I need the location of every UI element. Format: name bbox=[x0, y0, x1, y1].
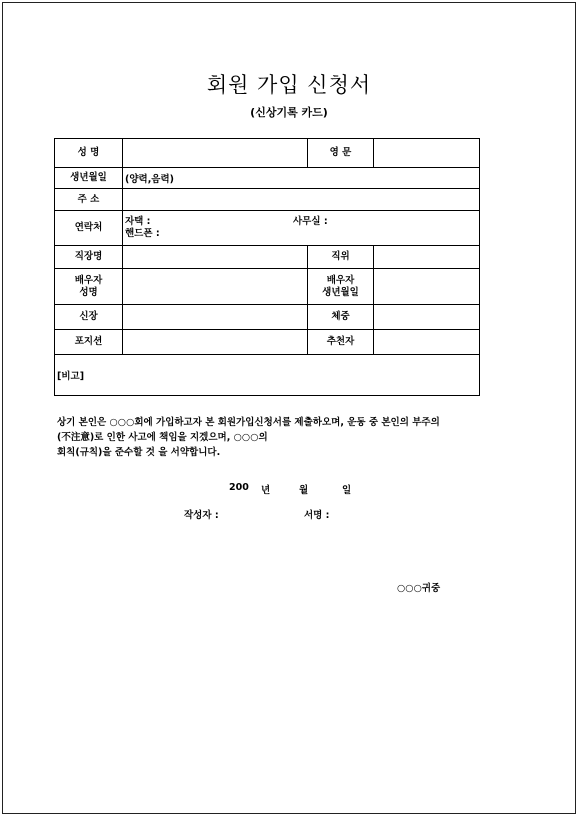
remarks-field[interactable] bbox=[55, 355, 480, 396]
document-title: 회원 가입 신청서 bbox=[206, 73, 372, 97]
spouse-name-label-line1: 배우자 bbox=[74, 274, 103, 286]
job-position-label: 직위 bbox=[308, 246, 374, 269]
writer-label: 작성자 : bbox=[184, 510, 219, 521]
referrer-field[interactable] bbox=[374, 330, 480, 355]
spouse-name-field[interactable] bbox=[123, 269, 308, 305]
birth-label: 생년월일 bbox=[55, 168, 123, 189]
oath-line-3: 회칙(규칙)을 준수할 것 을 서약합니다. bbox=[57, 447, 221, 458]
date-day-unit: 일 bbox=[342, 485, 352, 496]
document-subtitle: (신상기록 카드) bbox=[250, 106, 328, 119]
mobile-phone-label: 핸드폰 : bbox=[125, 228, 160, 239]
date-year-unit: 년 bbox=[261, 485, 271, 496]
name-label: 성 명 bbox=[55, 139, 123, 168]
playing-position-label: 포지션 bbox=[55, 330, 123, 355]
application-form-table bbox=[54, 138, 480, 396]
spouse-name-label-line2: 성명 bbox=[79, 286, 98, 298]
playing-position-field[interactable] bbox=[123, 330, 308, 355]
remarks-label: [비고] bbox=[57, 371, 85, 382]
document-page bbox=[2, 2, 576, 814]
english-name-label: 영 문 bbox=[308, 139, 374, 168]
height-label: 신장 bbox=[55, 305, 123, 330]
address-field[interactable] bbox=[123, 189, 480, 211]
referrer-label: 추천자 bbox=[308, 330, 374, 355]
sign-label: 서명 : bbox=[304, 510, 330, 521]
oath-line-1: 상기 본인은 ○○○회에 가입하고자 본 회원가입신청서를 제출하오며, 운동 중 본인의 부주의 bbox=[57, 417, 440, 428]
english-name-field[interactable] bbox=[374, 139, 480, 168]
weight-field[interactable] bbox=[374, 305, 480, 330]
workplace-field[interactable] bbox=[123, 246, 308, 269]
contact-field[interactable] bbox=[123, 211, 480, 246]
height-field[interactable] bbox=[123, 305, 308, 330]
date-month-unit: 월 bbox=[299, 485, 309, 496]
home-phone-label: 자택 : bbox=[125, 216, 151, 227]
address-label: 주 소 bbox=[55, 189, 123, 211]
spouse-birth-label bbox=[308, 269, 374, 305]
spouse-birth-label-line1: 배우자 bbox=[326, 274, 355, 286]
oath-statement bbox=[57, 415, 557, 460]
date-line bbox=[229, 482, 351, 496]
workplace-label: 직장명 bbox=[55, 246, 123, 269]
signature-line bbox=[184, 507, 329, 521]
oath-line-2: (不注意)로 인한 사고에 책임을 지겠으며, ○○○의 bbox=[57, 432, 268, 443]
spouse-birth-field[interactable] bbox=[374, 269, 480, 305]
recipient-line: ○○○귀중 bbox=[397, 583, 441, 594]
spouse-name-label bbox=[55, 269, 123, 305]
contact-label: 연락처 bbox=[55, 211, 123, 246]
weight-label: 체중 bbox=[308, 305, 374, 330]
date-year: 200 bbox=[229, 482, 249, 493]
birth-calendar-hint: (양력,음력) bbox=[125, 174, 175, 185]
job-position-field[interactable] bbox=[374, 246, 480, 269]
name-field[interactable] bbox=[123, 139, 308, 168]
office-phone-label: 사무실 : bbox=[293, 216, 328, 227]
spouse-birth-label-line2: 생년월일 bbox=[322, 286, 359, 298]
birth-field[interactable] bbox=[123, 168, 480, 189]
